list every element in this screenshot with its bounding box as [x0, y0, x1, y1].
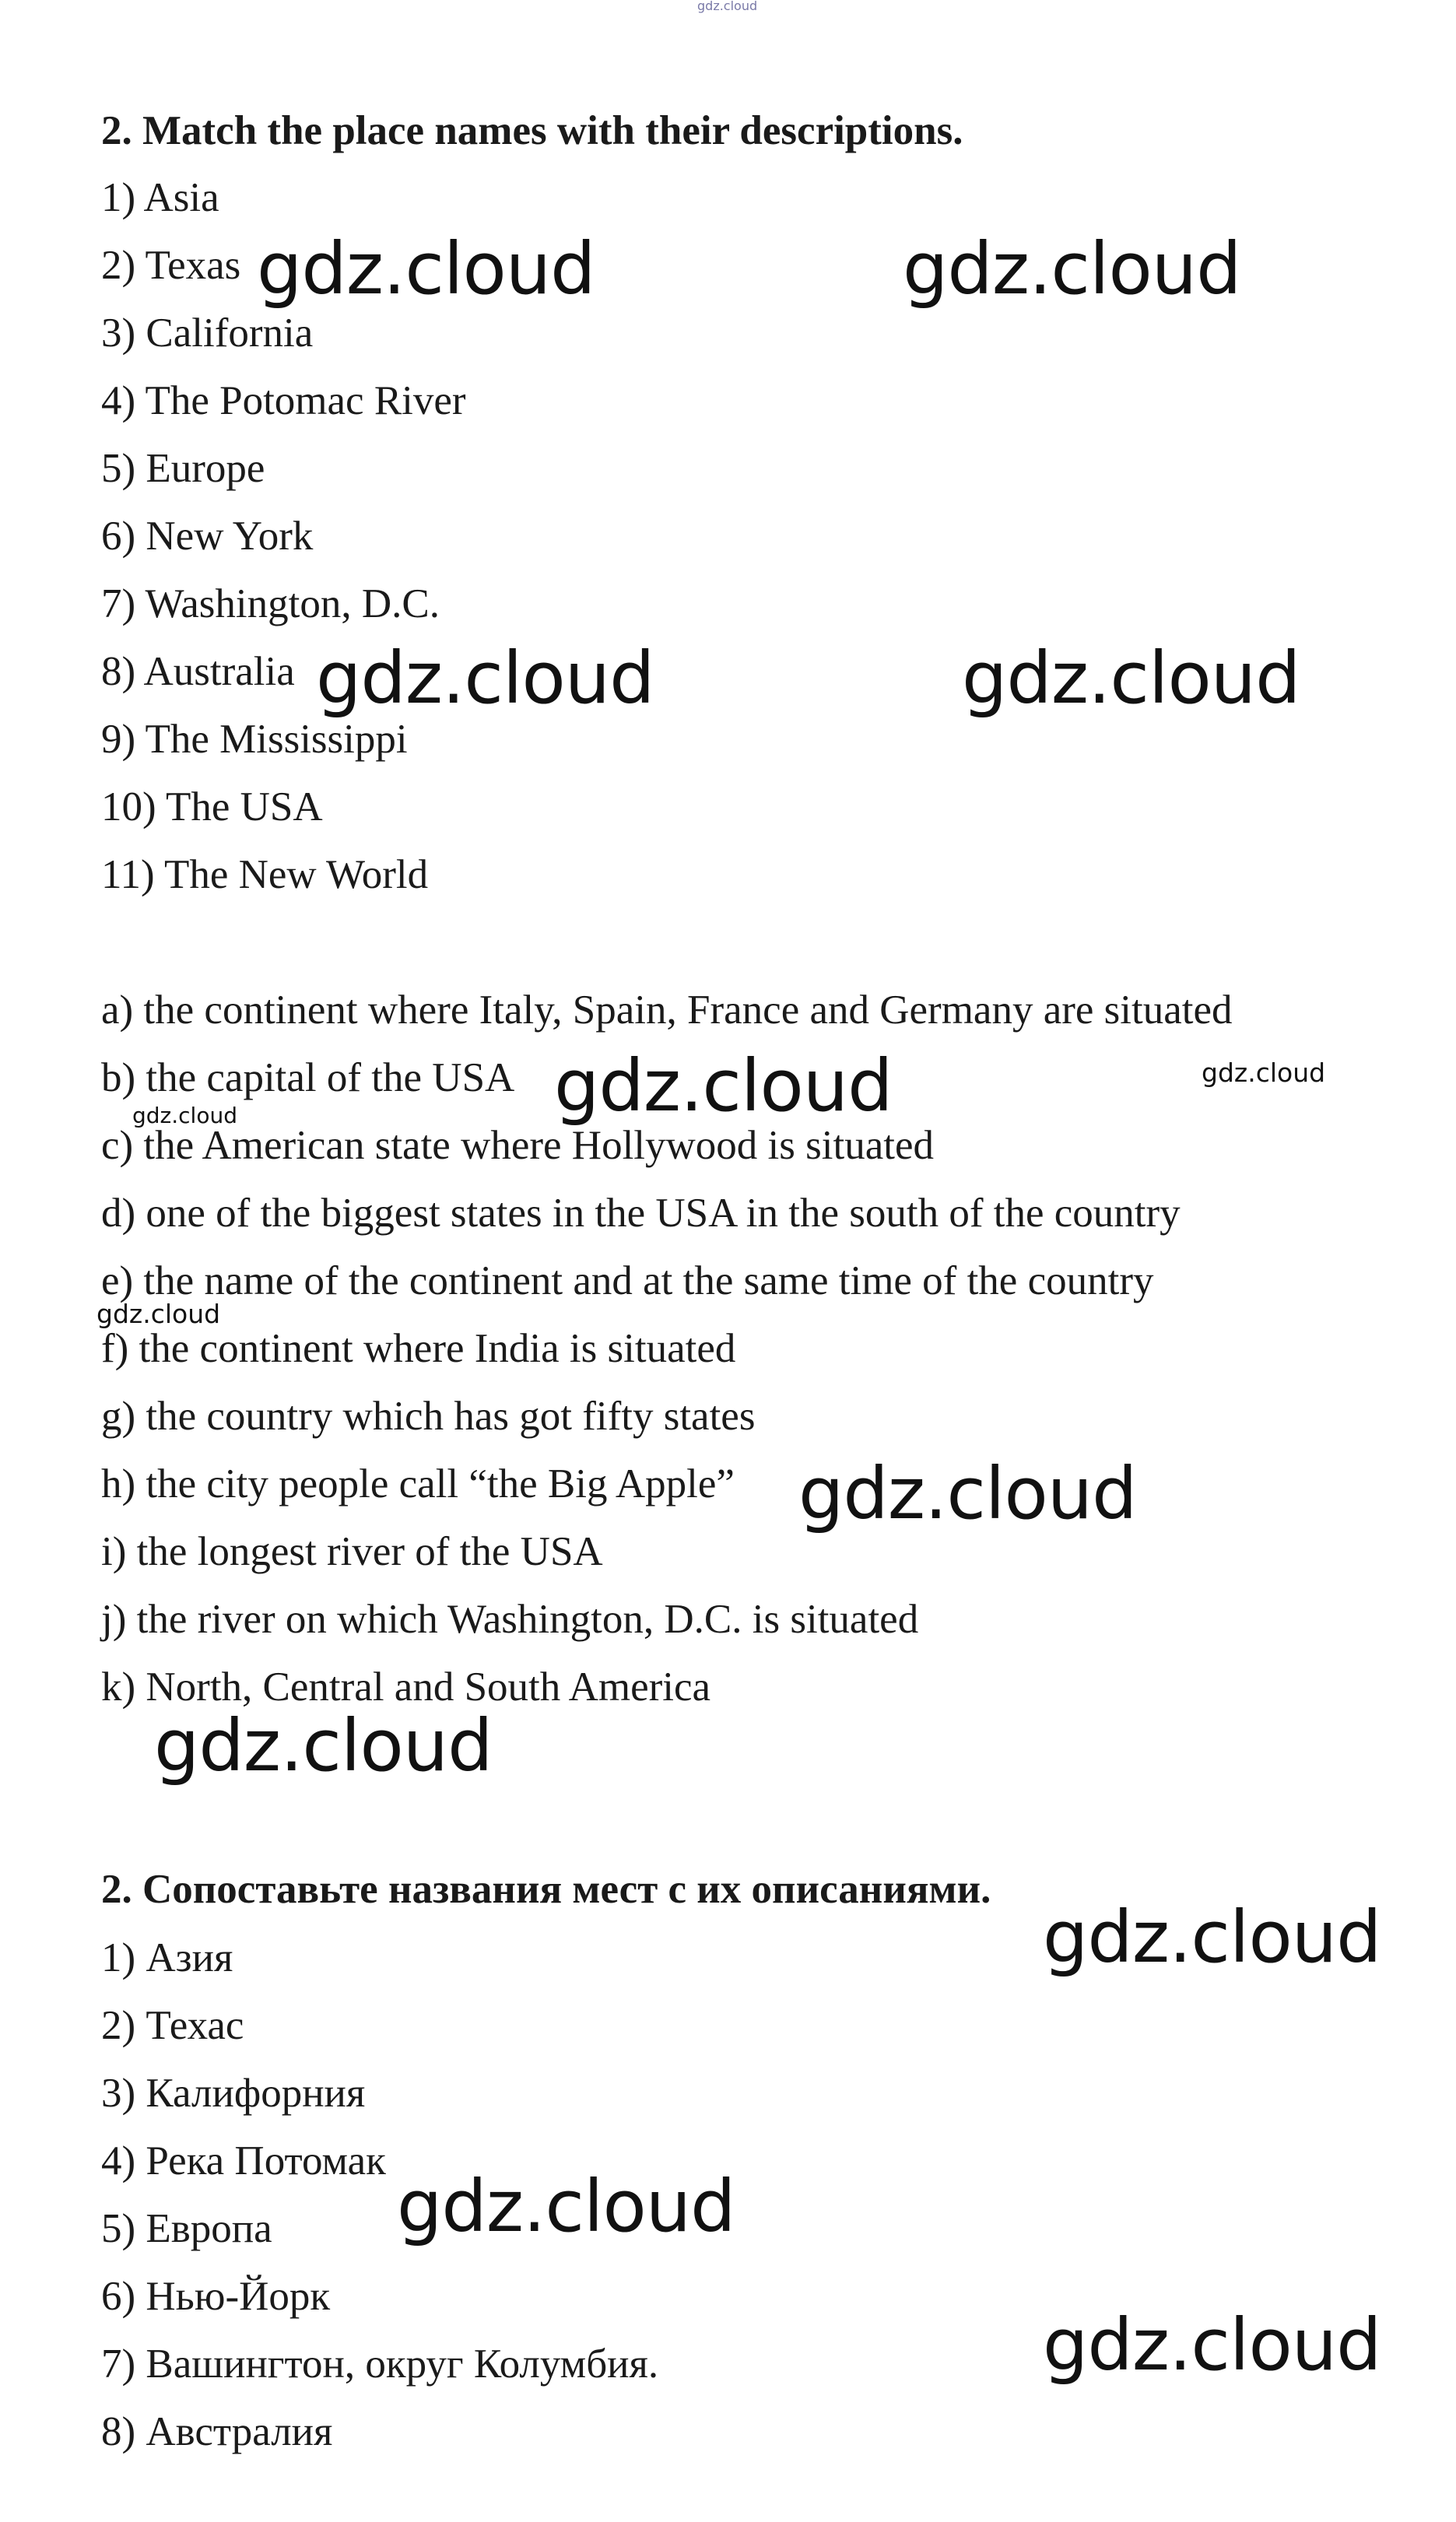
watermark-text: gdz.cloud	[96, 1299, 221, 1329]
top-watermark: gdz.cloud	[697, 0, 758, 13]
place-item: 7) Washington, D.C.	[101, 581, 440, 626]
watermark-text: gdz.cloud	[316, 637, 654, 720]
description-item: i) the longest river of the USA	[101, 1529, 603, 1574]
description-item: b) the capital of the USA	[101, 1055, 515, 1100]
place-item: 10) The USA	[101, 784, 323, 830]
place-item: 8) Australia	[101, 649, 295, 694]
place-item: 3) Калифорния	[101, 2071, 366, 2116]
place-item: 1) Asia	[101, 175, 219, 220]
place-item: 5) Европа	[101, 2206, 272, 2251]
place-item: 5) Europe	[101, 446, 265, 491]
description-item: k) North, Central and South America	[101, 1664, 711, 1710]
description-item: j) the river on which Washington, D.C. is situated	[101, 1597, 919, 1642]
watermark-text: gdz.cloud	[554, 1044, 893, 1128]
watermark-text: gdz.cloud	[962, 637, 1300, 720]
description-item: f) the continent where India is situated	[101, 1326, 736, 1371]
watermark-text: gdz.cloud	[154, 1704, 493, 1787]
place-item: 2) Техас	[101, 2003, 244, 2048]
place-item: 6) Нью-Йорк	[101, 2274, 331, 2319]
watermark-text: gdz.cloud	[903, 227, 1241, 310]
place-item: 3) California	[101, 310, 314, 356]
description-item: g) the country which has got fifty states	[101, 1394, 756, 1439]
watermark-text: gdz.cloud	[1043, 1896, 1381, 1979]
description-item: h) the city people call “the Big Apple”	[101, 1461, 735, 1507]
description-item: e) the name of the continent and at the same time of the country	[101, 1258, 1154, 1303]
watermark-text: gdz.cloud	[1202, 1058, 1326, 1088]
exercise-heading-ru: 2. Сопоставьте названия мест с их описаниями.	[101, 1867, 991, 1912]
watermark-text: gdz.cloud	[397, 2165, 735, 2248]
place-item: 11) The New World	[101, 852, 429, 897]
place-item: 2) Texas	[101, 243, 241, 288]
watermark-text: gdz.cloud	[1043, 2303, 1381, 2387]
place-item: 4) The Potomac River	[101, 378, 466, 423]
place-item: 8) Австралия	[101, 2409, 333, 2454]
place-item: 7) Вашингтон, округ Колумбия.	[101, 2341, 659, 2387]
watermark-text: gdz.cloud	[132, 1103, 237, 1128]
watermark-text: gdz.cloud	[798, 1452, 1137, 1535]
place-item: 1) Азия	[101, 1935, 233, 1980]
place-item: 4) Река Потомак	[101, 2138, 386, 2184]
description-item: d) one of the biggest states in the USA in the south of the country	[101, 1191, 1181, 1236]
description-item: c) the American state where Hollywood is situated	[101, 1123, 934, 1168]
exercise-heading-en: 2. Match the place names with their descriptions.	[101, 108, 963, 153]
place-item: 6) New York	[101, 514, 314, 559]
description-item: a) the continent where Italy, Spain, France and Germany are situated	[101, 987, 1233, 1033]
place-item: 9) The Mississippi	[101, 717, 408, 762]
watermark-text: gdz.cloud	[257, 227, 595, 310]
